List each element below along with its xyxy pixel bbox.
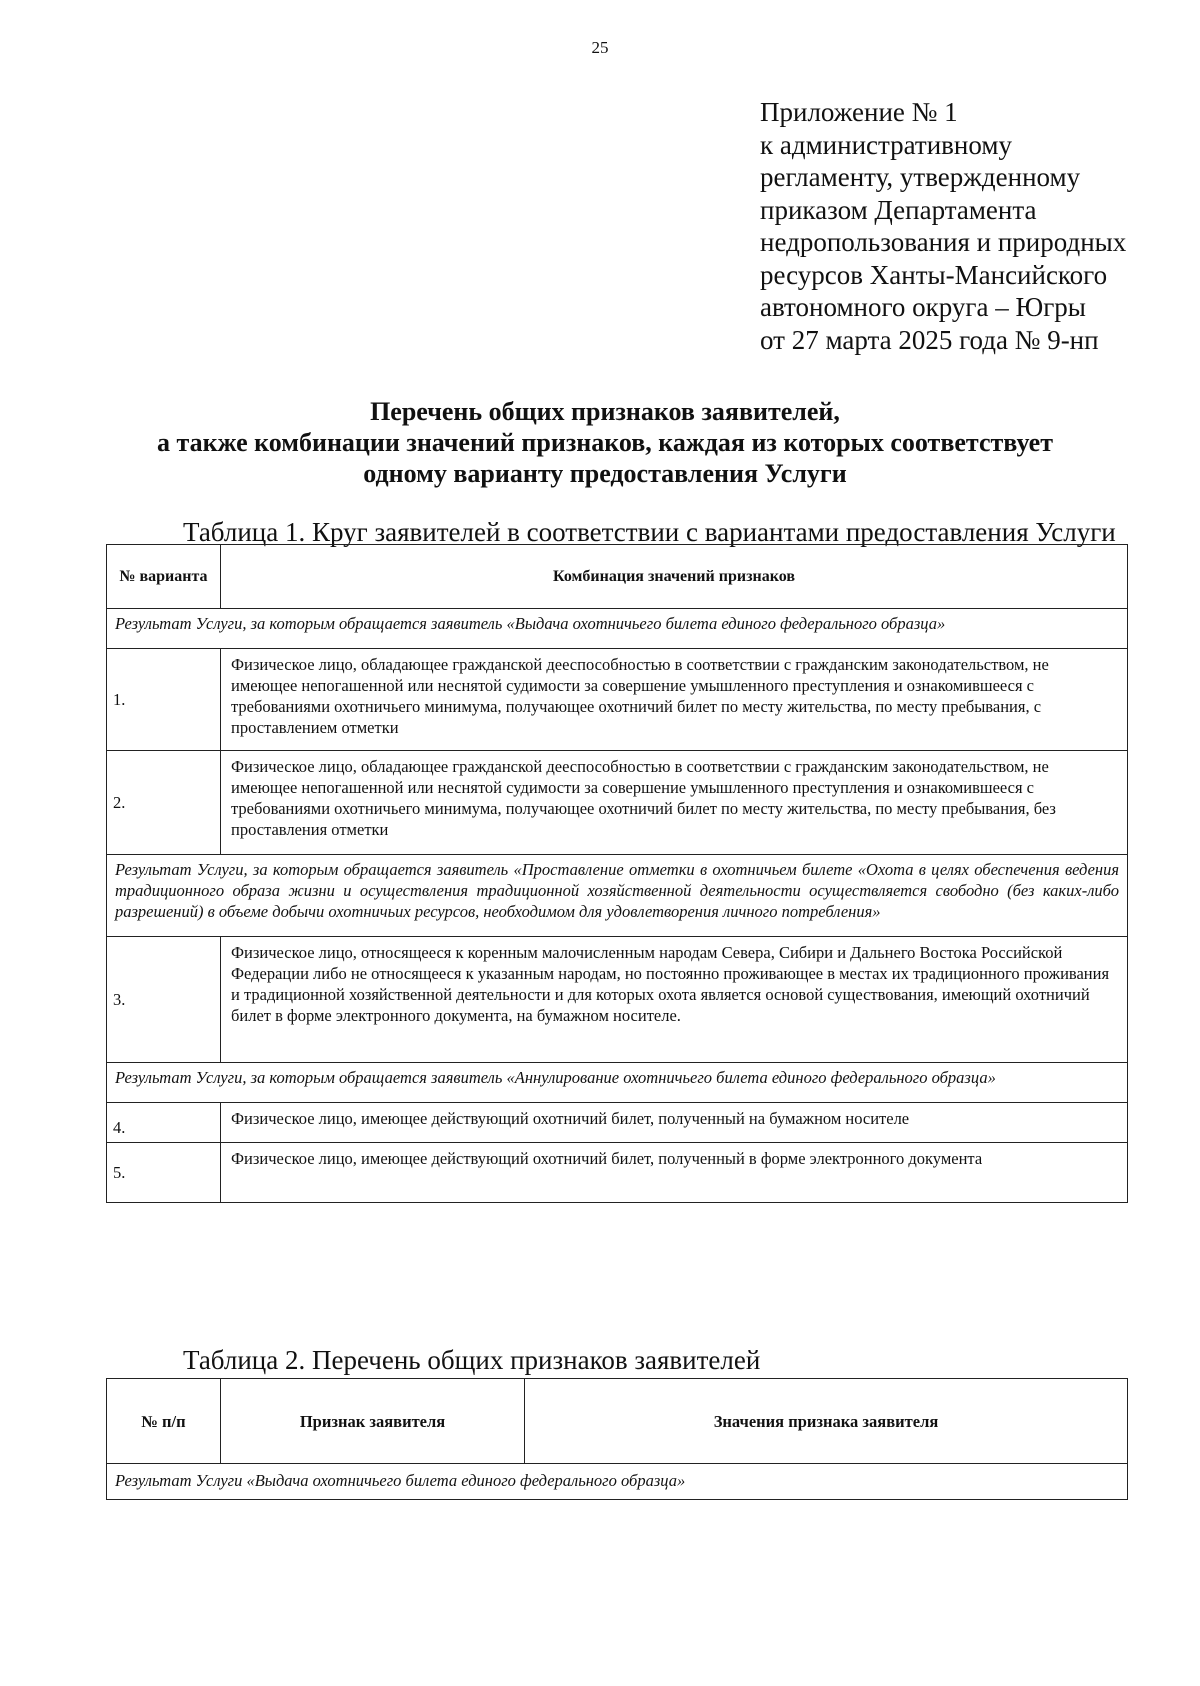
appendix-line: Приложение № 1: [760, 97, 958, 127]
table-header-row: [107, 1379, 1128, 1464]
table-row: [107, 649, 1128, 751]
variant-number: 3.: [107, 937, 221, 1063]
table-header-row: [107, 545, 1128, 609]
header-applicant-sign: Признак заявителя: [221, 1379, 525, 1464]
header-combination: Комбинация значений признаков: [221, 545, 1128, 609]
title-line: Перечень общих признаков заявителей,: [370, 397, 840, 426]
appendix-line: автономного округа – Югры: [760, 292, 1086, 322]
header-sign-values: Значения признака заявителя: [525, 1379, 1128, 1464]
variant-description: Физическое лицо, имеющее действующий охотничий билет, полученный в форме электронного документа: [221, 1143, 1128, 1203]
section-row: [107, 1063, 1128, 1103]
variant-number: 5.: [107, 1143, 221, 1203]
page-number: 25: [591, 38, 609, 57]
table-row: [107, 1143, 1128, 1203]
variant-description: Физическое лицо, имеющее действующий охотничий билет, полученный на бумажном носителе: [221, 1103, 1128, 1143]
section-result-issue: Результат Услуги «Выдача охотничьего билета единого федерального образца»: [107, 1464, 1128, 1500]
title-line: одному варианту предоставления Услуги: [363, 459, 847, 488]
variants-table: [106, 544, 1128, 1203]
table-2-caption: Таблица 2. Перечень общих признаков заявителей: [183, 1345, 761, 1375]
appendix-line: ресурсов Ханты-Мансийского: [760, 259, 1108, 290]
section-result-issue: Результат Услуги, за которым обращается заявитель «Выдача охотничьего билета единого федерального образца»: [107, 609, 1128, 649]
section-row: [107, 609, 1128, 649]
appendix-line: недропользования и природных: [760, 227, 1127, 257]
appendix-line: регламенту, утвержденному: [760, 162, 1081, 192]
section-result-cancel: Результат Услуги, за которым обращается заявитель «Аннулирование охотничьего билета единого федерального образца»: [107, 1063, 1128, 1103]
table-row: [107, 937, 1128, 1063]
section-row: [107, 855, 1128, 937]
section-row: [107, 1464, 1128, 1500]
appendix-line: от 27 марта 2025 года № 9-нп: [760, 324, 1099, 355]
appendix-note: [760, 96, 1126, 356]
variant-number: 4.: [107, 1103, 221, 1143]
applicant-signs-table: [106, 1378, 1128, 1500]
variant-number: 1.: [107, 649, 221, 751]
variant-description: Физическое лицо, обладающее гражданской дееспособностью в соответствии с гражданским законодательством, не имеющее непогашенной или неснятой судимости за совершение умышленного преступления и ознакомившееся с требованиями охотничьего минимума, получающее охотничий билет по месту жительства, по месту пребывания, с проставлением отметки: [221, 649, 1128, 751]
variant-description: Физическое лицо, обладающее гражданской дееспособностью в соответствии с гражданским законодательством, не имеющее непогашенной или неснятой судимости за совершение умышленного преступления и ознакомившееся с требованиями охотничьего минимума, получающее охотничий билет по месту жительства, по месту пребывания, без проставления отметки: [221, 751, 1128, 855]
document-title: [60, 396, 1150, 489]
table-1-caption: Таблица 1. Круг заявителей в соответствии с вариантами предоставления Услуги: [183, 517, 1116, 547]
section-result-mark: Результат Услуги, за которым обращается заявитель «Проставление отметки в охотничьем билете «Охота в целях обеспечения ведения традиционного образа жизни и осуществления традиционной хозяйственной деятельности осуществляется свободно (без каких-либо разрешений) в объеме добычи охотничьих ресурсов, необходимом для удовлетворения личного потребления»: [107, 855, 1128, 937]
variant-description: Физическое лицо, относящееся к коренным малочисленным народам Севера, Сибири и Дальнего Востока Российской Федерации либо не относящееся к указанным народам, но постоянно проживающее в местах их традиционного проживания и традиционной хозяйственной деятельности и для которых охота является основой существования, имеющий охотничий билет в форме электронного документа, на бумажном носителе.: [221, 937, 1128, 1063]
table-row: [107, 1103, 1128, 1143]
title-line: а также комбинации значений признаков, каждая из которых соответствует: [157, 428, 1053, 457]
appendix-line: к административному: [760, 129, 1012, 160]
variant-number: 2.: [107, 751, 221, 855]
header-variant-number: № варианта: [107, 545, 221, 609]
header-number: № п/п: [107, 1379, 221, 1464]
table-row: [107, 751, 1128, 855]
appendix-line: приказом Департамента: [760, 194, 1037, 225]
